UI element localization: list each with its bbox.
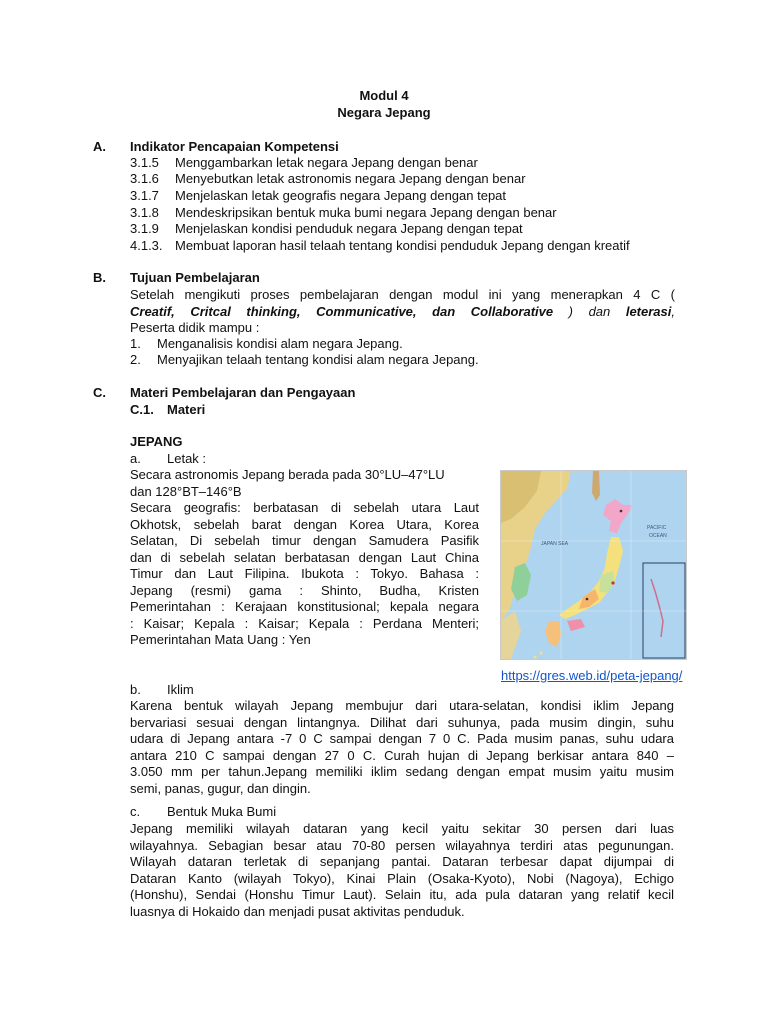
section-letter: C. xyxy=(93,385,106,400)
section-b-heading xyxy=(93,270,260,287)
learning-goal-intro: Setelah mengikuti proses pembelajaran dengan modul ini yang menerapkan 4 C ( Creatif, Critcal thinking, Communicative, dan Collaborative ) dan leterasi, Peserta didik mampu : xyxy=(130,287,675,335)
section-a-heading xyxy=(93,139,339,156)
subsection-heading: C.1. Materi xyxy=(130,402,206,417)
section-title: Indikator Pencapaian Kompetensi xyxy=(130,139,339,154)
bumi-paragraph: Jepang memiliki wilayah dataran yang kecil yaitu sekitar 30 persen dari luas wilayahnya. Sebagian besar atau 70-80 persen wilayahnya terdiri atas pegunungan. Wilayah dataran terletak di sepanjang pantai. Dataran terbesar dapat dijumpai di Dataran Kanto (wilayah Tokyo), Kinai Plain (Osaka-Kyoto), Nobi (Nagoya), Echigo (Honshu), Sendai (Honshu Timur Laut). Selain itu, ada pula dataran yang relatif kecil luasnya di Hokaido dan menjadi pusat aktivitas penduduk. xyxy=(130,821,674,919)
goal-item: 2. Menyajikan telaah tentang kondisi alam negara Jepang. xyxy=(130,352,479,367)
section-letter: A. xyxy=(93,139,106,154)
section-title: Tujuan Pembelajaran xyxy=(130,270,260,285)
subtopic-heading: a. Letak : xyxy=(130,451,207,466)
letak-paragraph: Secara astronomis Jepang berada pada 30°LU–47°LU dan 128°BT–146°B Secara geografis: berbatasan di sebelah utara Laut Okhotsk, sebelah barat dengan Korea Utara, Korea Selatan, Di sebelah timur dengan Samudera Pasifik dan di sebelah selatan berbatasan dengan Laut China Timur dan Laut Filipina. Ibukota : Tokyo. Bahasa : Jepang (resmi) gama : Shinto, Budha, Kristen Pemerintahan : Kerajaan konstitusional; kepala negara : Kaisar; Kepala : Kaisar; Kepala : Perdana Menteri; Pemerintahan Mata Uang : Yen xyxy=(130,467,479,647)
map-source-link[interactable]: https://gres.web.id/peta-jepang/ xyxy=(501,668,683,683)
japan-map-image xyxy=(500,470,687,660)
subtopic-heading: c. Bentuk Muka Bumi xyxy=(130,804,277,819)
page-subtitle: Negara Jepang xyxy=(337,105,431,120)
indicator-item: 4.1.3. Membuat laporan hasil telaah tentang kondisi penduduk Jepang dengan kreatif xyxy=(130,238,630,253)
goal-item: 1. Menganalisis kondisi alam negara Jepang. xyxy=(130,336,403,351)
section-title: Materi Pembelajaran dan Pengayaan xyxy=(130,385,356,400)
topic-title: JEPANG xyxy=(130,434,183,449)
indicator-item: 3.1.9 Menjelaskan kondisi penduduk negara Jepang dengan tepat xyxy=(130,221,523,236)
subtopic-heading: b. Iklim xyxy=(130,682,194,697)
map-label-japan-sea: JAPAN SEA xyxy=(541,541,569,547)
iklim-paragraph: Karena bentuk wilayah Jepang membujur dari utara-selatan, kondisi iklim Jepang bervariasi sesuai dengan lintangnya. Dilihat dari suhunya, pada musim dingin, suhu udara di Jepang antara -7 0 C sampai dengan 7 0 C. Pada musim panas, suhu udara antara 210 C sampai dengan 27 0 C. Curah hujan di Jepang berkisar antara 840 – 3.050 mm per tahun.Jepang memiliki iklim sedang dengan empat musim yaitu musim semi, panas, gugur, dan dingin. xyxy=(130,698,674,796)
indicator-item: 3.1.5 Menggambarkan letak negara Jepang dengan benar xyxy=(130,155,478,170)
section-c-heading xyxy=(93,385,355,402)
japan-map-icon xyxy=(501,471,686,659)
map-label-ocean: OCEAN xyxy=(649,533,667,539)
indicator-item: 3.1.7 Menjelaskan letak geografis negara Jepang dengan tepat xyxy=(130,188,507,203)
indicator-item: 3.1.8 Mendeskripsikan bentuk muka bumi negara Jepang dengan benar xyxy=(130,205,557,220)
page-title: Modul 4 xyxy=(359,88,409,103)
map-label-pacific: PACIFIC xyxy=(647,525,667,531)
section-letter: B. xyxy=(93,270,106,285)
indicator-item: 3.1.6 Menyebutkan letak astronomis negara Jepang dengan benar xyxy=(130,171,526,186)
